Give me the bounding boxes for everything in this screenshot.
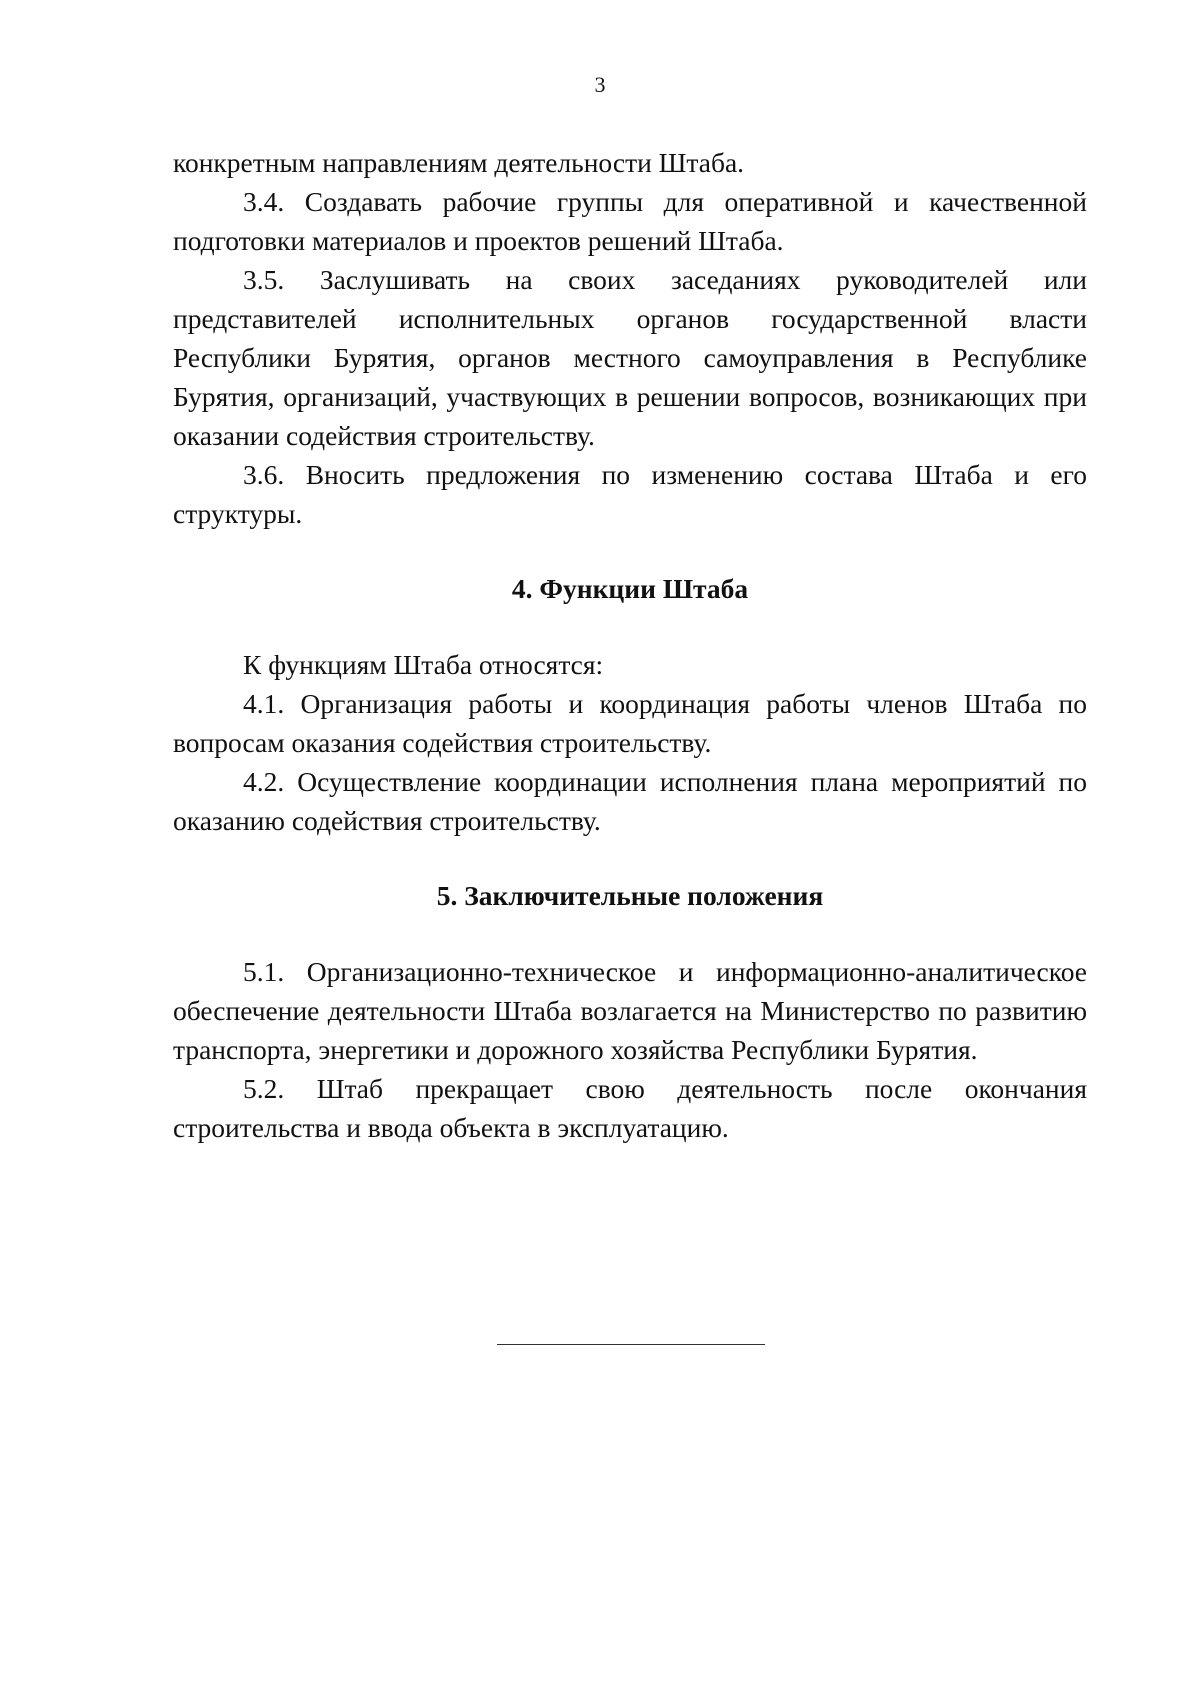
paragraph-4-1: 4.1. Организация работы и координация работы членов Штаба по вопросам оказания содействия строительству. bbox=[173, 688, 1087, 758]
paragraph-3-5: 3.5. Заслушивать на своих заседаниях руководителей или представителей исполнительных органов государственной власти Республики Бурятия, органов местного самоуправления в Республике Бурятия, организаций, участвующих в решении вопросов, возникающих при оказании содействия строительству. bbox=[173, 264, 1087, 451]
paragraph-5-2: 5.2. Штаб прекращает свою деятельность после окончания строительства и ввода объекта в эксплуатацию. bbox=[173, 1073, 1087, 1143]
paragraph-5-1: 5.1. Организационно-техническое и информационно-аналитическое обеспечение деятельности Штаба возлагается на Министерство по развитию транспорта, энергетики и дорожного хозяйства Республики Бурятия. bbox=[173, 956, 1087, 1065]
paragraph-4-intro: К функциям Штаба относятся: bbox=[243, 649, 604, 680]
paragraph-continuation: конкретным направлениям деятельности Штаба. bbox=[173, 147, 745, 178]
end-of-document-rule bbox=[497, 1344, 765, 1345]
section-5-heading: 5. Заключительные положения bbox=[436, 880, 824, 911]
paragraph-3-6: 3.6. Вносить предложения по изменению состава Штаба и его структуры. bbox=[173, 459, 1087, 529]
document-body bbox=[173, 143, 1087, 1147]
paragraph-4-2: 4.2. Осуществление координации исполнения плана мероприятий по оказанию содействия строительству. bbox=[173, 766, 1087, 836]
page-number: 3 bbox=[594, 72, 606, 97]
section-4-heading: 4. Функции Штаба bbox=[511, 573, 749, 604]
paragraph-3-4: 3.4. Создавать рабочие группы для оперативной и качественной подготовки материалов и проектов решений Штаба. bbox=[173, 186, 1087, 256]
